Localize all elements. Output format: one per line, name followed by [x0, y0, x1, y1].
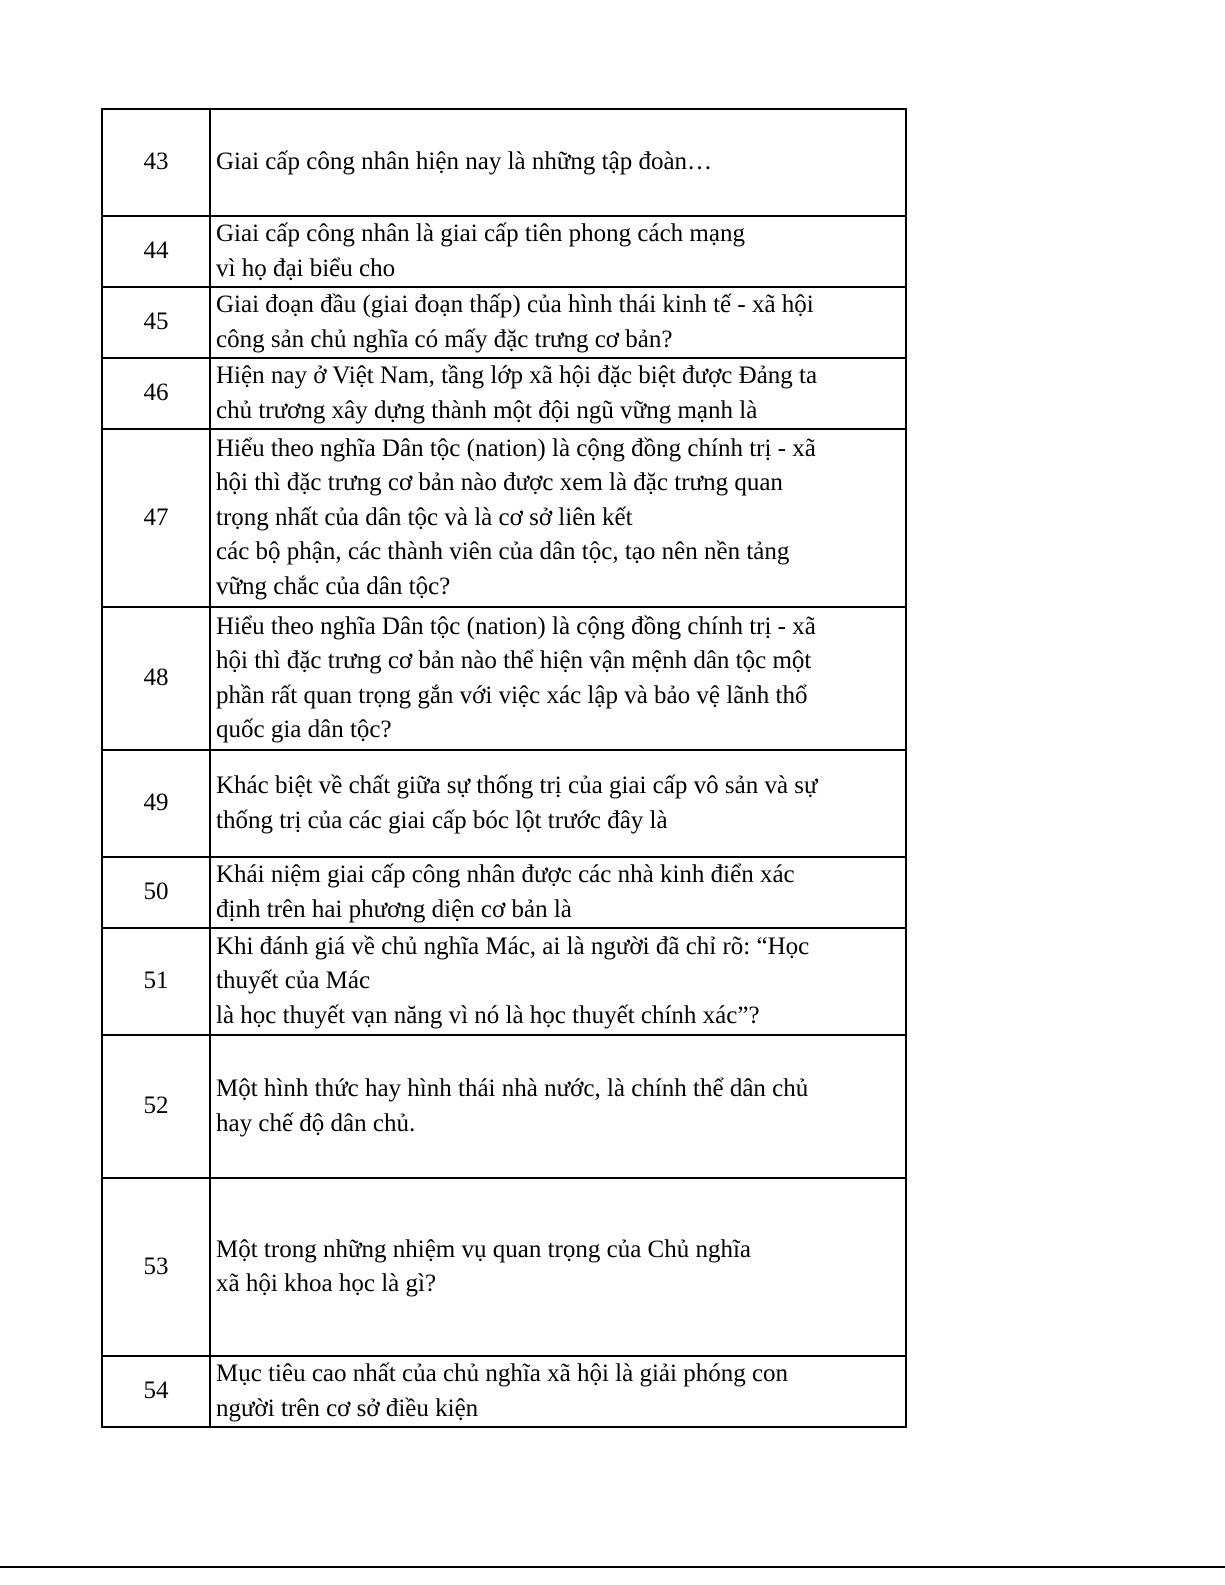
question-number: 45 [102, 287, 210, 358]
question-text: Giai cấp công nhân hiện nay là những tập đoàn… [210, 109, 906, 216]
question-number: 51 [102, 928, 210, 1035]
question-number: 43 [102, 109, 210, 216]
table-row [102, 928, 906, 1035]
question-text: Một trong những nhiệm vụ quan trọng của Chủ nghĩa xã hội khoa học là gì? [210, 1178, 906, 1356]
question-text: Giai cấp công nhân là giai cấp tiên phong cách mạng vì họ đại biểu cho [210, 216, 906, 287]
question-number: 49 [102, 750, 210, 857]
question-text: Khái niệm giai cấp công nhân được các nhà kinh điển xác định trên hai phương diện cơ bản là [210, 857, 906, 928]
question-number: 50 [102, 857, 210, 928]
table-row [102, 216, 906, 287]
table-row [102, 429, 906, 607]
table-row [102, 607, 906, 750]
table-row [102, 358, 906, 429]
table-row [102, 109, 906, 216]
question-number: 46 [102, 358, 210, 429]
question-number: 47 [102, 429, 210, 607]
question-table [101, 108, 907, 1428]
question-number: 52 [102, 1035, 210, 1178]
question-text: Khác biệt về chất giữa sự thống trị của giai cấp vô sản và sự thống trị của các giai cấp bóc lột trước đây là [210, 750, 906, 857]
question-number: 44 [102, 216, 210, 287]
question-number: 54 [102, 1356, 210, 1427]
question-text: Hiểu theo nghĩa Dân tộc (nation) là cộng đồng chính trị - xã hội thì đặc trưng cơ bản nào thể hiện vận mệnh dân tộc một phần rất quan trọng gắn với việc xác lập và bảo vệ lãnh thổ quốc gia dân tộc? [210, 607, 906, 750]
table-row [102, 287, 906, 358]
question-text: Một hình thức hay hình thái nhà nước, là chính thể dân chủ hay chế độ dân chủ. [210, 1035, 906, 1178]
question-text: Hiện nay ở Việt Nam, tầng lớp xã hội đặc biệt được Đảng ta chủ trương xây dựng thành một đội ngũ vững mạnh là [210, 358, 906, 429]
page-bottom-divider [0, 1566, 1225, 1568]
question-number: 53 [102, 1178, 210, 1356]
question-number: 48 [102, 607, 210, 750]
question-text: Hiểu theo nghĩa Dân tộc (nation) là cộng đồng chính trị - xã hội thì đặc trưng cơ bản nào được xem là đặc trưng quan trọng nhất của dân tộc và là cơ sở liên kết các bộ phận, các thành viên của dân tộc, tạo nên nền tảng vững chắc của dân tộc? [210, 429, 906, 607]
table-row [102, 1178, 906, 1356]
question-text: Khi đánh giá về chủ nghĩa Mác, ai là người đã chỉ rõ: “Học thuyết của Mác là học thuyết vạn năng vì nó là học thuyết chính xác”? [210, 928, 906, 1035]
table-row [102, 857, 906, 928]
question-text: Giai đoạn đầu (giai đoạn thấp) của hình thái kinh tế - xã hội công sản chủ nghĩa có mấy đặc trưng cơ bản? [210, 287, 906, 358]
table-row [102, 750, 906, 857]
question-text: Mục tiêu cao nhất của chủ nghĩa xã hội là giải phóng con người trên cơ sở điều kiện [210, 1356, 906, 1427]
table-row [102, 1356, 906, 1427]
table-row [102, 1035, 906, 1178]
